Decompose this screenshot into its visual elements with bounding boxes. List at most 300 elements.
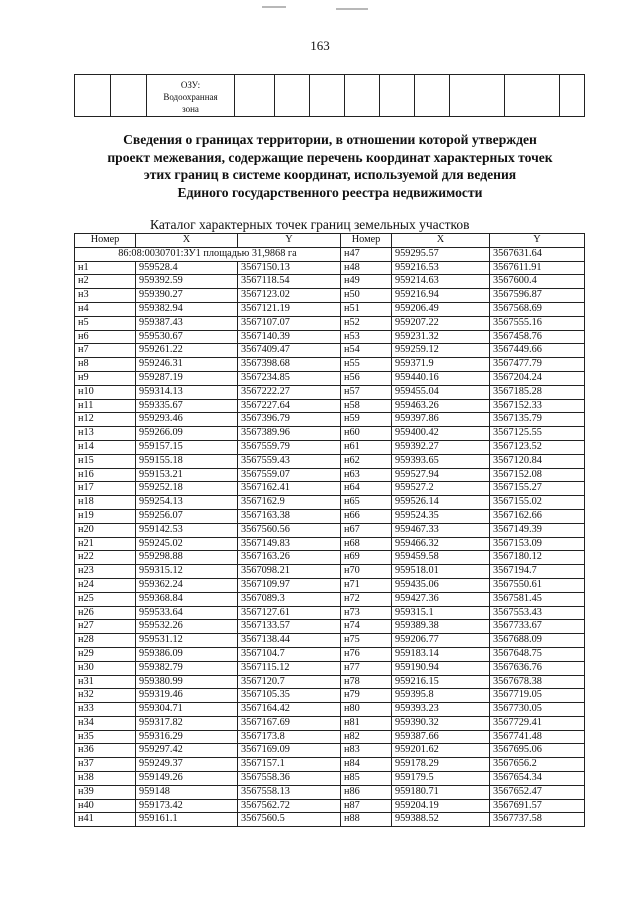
point-x: 959397.86 xyxy=(392,413,490,427)
table-row xyxy=(75,454,585,468)
header-y: Y xyxy=(490,234,585,248)
point-x: 959266.09 xyxy=(136,427,238,441)
table-row xyxy=(75,661,585,675)
point-number: н5 xyxy=(75,316,136,330)
point-y: 3567153.09 xyxy=(490,537,585,551)
point-x: 959178.29 xyxy=(392,758,490,772)
point-number: н33 xyxy=(75,703,136,717)
point-x: 959390.32 xyxy=(392,716,490,730)
point-x: 959142.53 xyxy=(136,523,238,537)
header-y: Y xyxy=(238,234,341,248)
point-x: 959216.15 xyxy=(392,675,490,689)
point-number: н38 xyxy=(75,772,136,786)
point-number: н67 xyxy=(341,523,392,537)
point-y: 3567115.12 xyxy=(238,661,341,675)
point-number: н1 xyxy=(75,261,136,275)
point-x: 959528.4 xyxy=(136,261,238,275)
point-number: н82 xyxy=(341,730,392,744)
point-number: н62 xyxy=(341,454,392,468)
point-number: н32 xyxy=(75,689,136,703)
table-row xyxy=(75,289,585,303)
point-x: 959387.66 xyxy=(392,730,490,744)
point-y: 3567558.13 xyxy=(238,785,341,799)
point-y: 3567562.72 xyxy=(238,799,341,813)
point-x: 959317.82 xyxy=(136,716,238,730)
table-row xyxy=(75,675,585,689)
point-number: н6 xyxy=(75,330,136,344)
point-number: н4 xyxy=(75,302,136,316)
point-y: 3567611.91 xyxy=(490,261,585,275)
table-row xyxy=(75,758,585,772)
point-y: 3567600.4 xyxy=(490,275,585,289)
point-x: 959155.18 xyxy=(136,454,238,468)
point-number: н3 xyxy=(75,289,136,303)
point-number: н54 xyxy=(341,344,392,358)
point-y: 3567118.54 xyxy=(238,275,341,289)
table-row xyxy=(75,703,585,717)
table-row xyxy=(75,440,585,454)
point-y: 3567648.75 xyxy=(490,647,585,661)
point-number: н56 xyxy=(341,371,392,385)
point-y: 3567560.56 xyxy=(238,523,341,537)
point-number: н35 xyxy=(75,730,136,744)
section-heading xyxy=(80,131,580,201)
point-number: н61 xyxy=(341,440,392,454)
table-row xyxy=(75,509,585,523)
point-y: 3567553.43 xyxy=(490,606,585,620)
point-number: н80 xyxy=(341,703,392,717)
point-y: 3567227.64 xyxy=(238,399,341,413)
point-y: 3567120.84 xyxy=(490,454,585,468)
point-y: 3567138.44 xyxy=(238,634,341,648)
point-y: 3567555.16 xyxy=(490,316,585,330)
point-y: 3567167.69 xyxy=(238,716,341,730)
point-y: 3567656.2 xyxy=(490,758,585,772)
point-y: 3567559.79 xyxy=(238,440,341,454)
point-y: 3567194.7 xyxy=(490,565,585,579)
point-x: 959148 xyxy=(136,785,238,799)
point-number: н87 xyxy=(341,799,392,813)
point-number: н40 xyxy=(75,799,136,813)
point-number: н37 xyxy=(75,758,136,772)
point-y: 3567135.79 xyxy=(490,413,585,427)
point-number: н29 xyxy=(75,647,136,661)
point-number: н77 xyxy=(341,661,392,675)
point-x: 959527.2 xyxy=(392,482,490,496)
point-number: н83 xyxy=(341,744,392,758)
point-x: 959389.38 xyxy=(392,620,490,634)
point-x: 959526.14 xyxy=(392,496,490,510)
point-number: н17 xyxy=(75,482,136,496)
point-x: 959254.13 xyxy=(136,496,238,510)
heading-line: Сведения о границах территории, в отношении которой утвержден xyxy=(123,132,537,147)
table-row xyxy=(75,592,585,606)
point-x: 959387.43 xyxy=(136,316,238,330)
point-y: 3567733.67 xyxy=(490,620,585,634)
point-y: 3567169.09 xyxy=(238,744,341,758)
table-row xyxy=(75,565,585,579)
point-y: 3567654.34 xyxy=(490,772,585,786)
point-x: 959427.36 xyxy=(392,592,490,606)
point-number: н21 xyxy=(75,537,136,551)
point-number: н88 xyxy=(341,813,392,827)
point-number: н20 xyxy=(75,523,136,537)
point-number: н18 xyxy=(75,496,136,510)
point-number: н8 xyxy=(75,358,136,372)
point-x: 959256.07 xyxy=(136,509,238,523)
table-row xyxy=(75,413,585,427)
point-y: 3567559.43 xyxy=(238,454,341,468)
point-y: 3567162.9 xyxy=(238,496,341,510)
point-x: 959190.94 xyxy=(392,661,490,675)
table-row xyxy=(75,620,585,634)
point-y: 3567204.24 xyxy=(490,371,585,385)
point-y: 3567149.39 xyxy=(490,523,585,537)
point-number: н75 xyxy=(341,634,392,648)
point-x: 959201.62 xyxy=(392,744,490,758)
point-y: 3567104.7 xyxy=(238,647,341,661)
point-number: н59 xyxy=(341,413,392,427)
point-y: 3567678.38 xyxy=(490,675,585,689)
point-x: 959149.26 xyxy=(136,772,238,786)
point-x: 959467.33 xyxy=(392,523,490,537)
point-number: н14 xyxy=(75,440,136,454)
point-x: 959245.02 xyxy=(136,537,238,551)
point-x: 959206.77 xyxy=(392,634,490,648)
point-y: 3567396.79 xyxy=(238,413,341,427)
point-y: 3567449.66 xyxy=(490,344,585,358)
point-y: 3567125.55 xyxy=(490,427,585,441)
point-y: 3567477.79 xyxy=(490,358,585,372)
point-number: н64 xyxy=(341,482,392,496)
zone-line: Водоохранная xyxy=(163,92,218,102)
point-y: 3567155.02 xyxy=(490,496,585,510)
point-number: н16 xyxy=(75,468,136,482)
point-x: 959179.5 xyxy=(392,772,490,786)
point-x: 959518.01 xyxy=(392,565,490,579)
zone-line: ОЗУ: xyxy=(180,80,201,90)
table-row xyxy=(75,551,585,565)
point-x: 959297.42 xyxy=(136,744,238,758)
point-x: 959252.18 xyxy=(136,482,238,496)
table-row xyxy=(75,744,585,758)
point-y: 3567109.97 xyxy=(238,578,341,592)
table-row xyxy=(75,578,585,592)
point-x: 959183.14 xyxy=(392,647,490,661)
zone-cell xyxy=(147,75,235,117)
point-y: 3567568.69 xyxy=(490,302,585,316)
table-row xyxy=(75,316,585,330)
point-x: 959314.13 xyxy=(136,385,238,399)
point-x: 959371.9 xyxy=(392,358,490,372)
header-number: Номер xyxy=(341,234,392,248)
point-y: 3567105.35 xyxy=(238,689,341,703)
point-x: 959319.46 xyxy=(136,689,238,703)
point-y: 3567157.1 xyxy=(238,758,341,772)
point-number: н52 xyxy=(341,316,392,330)
point-x: 959259.12 xyxy=(392,344,490,358)
point-x: 959206.49 xyxy=(392,302,490,316)
point-x: 959180.71 xyxy=(392,785,490,799)
point-number: н63 xyxy=(341,468,392,482)
point-number: н69 xyxy=(341,551,392,565)
table-row xyxy=(75,330,585,344)
point-x: 959440.16 xyxy=(392,371,490,385)
point-y: 3567123.02 xyxy=(238,289,341,303)
table-row xyxy=(75,689,585,703)
point-y: 3567173.8 xyxy=(238,730,341,744)
point-y: 3567089.3 xyxy=(238,592,341,606)
point-y: 3567185.28 xyxy=(490,385,585,399)
point-y: 3567558.36 xyxy=(238,772,341,786)
catalog-title: Каталог характерных точек границ земельных участков xyxy=(150,217,470,232)
point-y: 3567163.38 xyxy=(238,509,341,523)
point-number: н36 xyxy=(75,744,136,758)
point-y: 3567120.7 xyxy=(238,675,341,689)
point-number: н31 xyxy=(75,675,136,689)
zone-line: зона xyxy=(182,104,199,114)
point-y: 3567155.27 xyxy=(490,482,585,496)
point-number: н60 xyxy=(341,427,392,441)
point-x: 959532.26 xyxy=(136,620,238,634)
point-x: 959315.12 xyxy=(136,565,238,579)
point-y: 3567560.5 xyxy=(238,813,341,827)
scan-noise xyxy=(336,8,368,10)
point-y: 3567107.07 xyxy=(238,316,341,330)
point-x: 959455.04 xyxy=(392,385,490,399)
point-x: 959380.99 xyxy=(136,675,238,689)
point-x: 959393.23 xyxy=(392,703,490,717)
table-row xyxy=(75,261,585,275)
point-y: 3567729.41 xyxy=(490,716,585,730)
point-number: н30 xyxy=(75,661,136,675)
point-x: 959395.8 xyxy=(392,689,490,703)
point-x: 959393.65 xyxy=(392,454,490,468)
point-number: н15 xyxy=(75,454,136,468)
table-row xyxy=(75,647,585,661)
point-y: 3567688.09 xyxy=(490,634,585,648)
scan-noise xyxy=(262,6,286,8)
point-number: н49 xyxy=(341,275,392,289)
point-y: 3567652.47 xyxy=(490,785,585,799)
table-row xyxy=(75,385,585,399)
point-y: 3567133.57 xyxy=(238,620,341,634)
point-number: н2 xyxy=(75,275,136,289)
point-x: 959533.64 xyxy=(136,606,238,620)
point-number: н65 xyxy=(341,496,392,510)
point-x: 959298.88 xyxy=(136,551,238,565)
point-x: 959400.42 xyxy=(392,427,490,441)
point-number: н24 xyxy=(75,578,136,592)
point-number: н25 xyxy=(75,592,136,606)
point-x: 959388.52 xyxy=(392,813,490,827)
point-x: 959295.57 xyxy=(392,247,490,261)
point-x: 959207.22 xyxy=(392,316,490,330)
point-y: 3567636.76 xyxy=(490,661,585,675)
point-y: 3567222.27 xyxy=(238,385,341,399)
point-x: 959368.84 xyxy=(136,592,238,606)
point-number: н23 xyxy=(75,565,136,579)
table-row xyxy=(75,730,585,744)
point-y: 3567149.83 xyxy=(238,537,341,551)
table-row xyxy=(75,716,585,730)
point-y: 3567180.12 xyxy=(490,551,585,565)
table-row xyxy=(75,634,585,648)
point-number: н86 xyxy=(341,785,392,799)
coordinates-table xyxy=(74,233,585,827)
point-x: 959204.19 xyxy=(392,799,490,813)
point-x: 959246.31 xyxy=(136,358,238,372)
point-number: н12 xyxy=(75,413,136,427)
point-number: н27 xyxy=(75,620,136,634)
point-number: н50 xyxy=(341,289,392,303)
table-row xyxy=(75,399,585,413)
point-x: 959173.42 xyxy=(136,799,238,813)
point-number: н78 xyxy=(341,675,392,689)
point-x: 959161.1 xyxy=(136,813,238,827)
point-number: н51 xyxy=(341,302,392,316)
point-y: 3567719.05 xyxy=(490,689,585,703)
point-y: 3567162.41 xyxy=(238,482,341,496)
point-x: 959382.94 xyxy=(136,302,238,316)
point-number: н10 xyxy=(75,385,136,399)
point-number: н84 xyxy=(341,758,392,772)
point-number: н22 xyxy=(75,551,136,565)
table-row xyxy=(75,813,585,827)
table-row xyxy=(75,785,585,799)
point-y: 3567152.33 xyxy=(490,399,585,413)
table-row xyxy=(75,302,585,316)
table-row xyxy=(75,482,585,496)
point-number: н76 xyxy=(341,647,392,661)
point-x: 959531.12 xyxy=(136,634,238,648)
point-number: н19 xyxy=(75,509,136,523)
table-row xyxy=(75,468,585,482)
point-y: 3567164.42 xyxy=(238,703,341,717)
point-x: 959316.29 xyxy=(136,730,238,744)
point-number: н57 xyxy=(341,385,392,399)
point-x: 959382.79 xyxy=(136,661,238,675)
point-y: 3567398.68 xyxy=(238,358,341,372)
point-y: 3567123.52 xyxy=(490,440,585,454)
heading-line: этих границ в системе координат, используемой для ведения xyxy=(143,167,517,182)
point-y: 3567596.87 xyxy=(490,289,585,303)
point-x: 959335.67 xyxy=(136,399,238,413)
table-row xyxy=(75,358,585,372)
point-x: 959216.94 xyxy=(392,289,490,303)
point-x: 959216.53 xyxy=(392,261,490,275)
point-number: н39 xyxy=(75,785,136,799)
table-row xyxy=(75,496,585,510)
point-y: 3567581.45 xyxy=(490,592,585,606)
table-row xyxy=(75,427,585,441)
point-x: 959466.32 xyxy=(392,537,490,551)
point-y: 3567458.76 xyxy=(490,330,585,344)
point-y: 3567691.57 xyxy=(490,799,585,813)
header-row xyxy=(75,234,585,248)
point-y: 3567389.96 xyxy=(238,427,341,441)
point-x: 959524.35 xyxy=(392,509,490,523)
point-x: 959153.21 xyxy=(136,468,238,482)
point-number: н53 xyxy=(341,330,392,344)
point-number: н34 xyxy=(75,716,136,730)
point-number: н79 xyxy=(341,689,392,703)
point-y: 3567234.85 xyxy=(238,371,341,385)
point-y: 3567559.07 xyxy=(238,468,341,482)
point-x: 959304.71 xyxy=(136,703,238,717)
plot-label: 86:08:0030701:ЗУ1 площадью 31,9868 га xyxy=(75,247,341,261)
point-x: 959459.58 xyxy=(392,551,490,565)
point-number: н66 xyxy=(341,509,392,523)
point-y: 3567162.66 xyxy=(490,509,585,523)
table-row xyxy=(75,371,585,385)
point-x: 959386.09 xyxy=(136,647,238,661)
point-y: 3567152.08 xyxy=(490,468,585,482)
point-y: 3567409.47 xyxy=(238,344,341,358)
previous-table-fragment xyxy=(74,74,585,117)
point-number: н71 xyxy=(341,578,392,592)
page-number: 163 xyxy=(310,38,330,53)
point-number: н72 xyxy=(341,592,392,606)
point-number: н47 xyxy=(341,247,392,261)
point-x: 959463.26 xyxy=(392,399,490,413)
point-x: 959435.06 xyxy=(392,578,490,592)
point-number: н48 xyxy=(341,261,392,275)
point-number: н58 xyxy=(341,399,392,413)
table-row xyxy=(75,523,585,537)
table-row xyxy=(75,799,585,813)
point-x: 959293.46 xyxy=(136,413,238,427)
point-number: н28 xyxy=(75,634,136,648)
point-x: 959287.19 xyxy=(136,371,238,385)
point-x: 959392.59 xyxy=(136,275,238,289)
point-x: 959527.94 xyxy=(392,468,490,482)
table-row xyxy=(75,275,585,289)
point-y: 3567631.64 xyxy=(490,247,585,261)
point-y: 3567140.39 xyxy=(238,330,341,344)
point-number: н73 xyxy=(341,606,392,620)
point-y: 3567550.61 xyxy=(490,578,585,592)
point-y: 3567737.58 xyxy=(490,813,585,827)
point-number: н41 xyxy=(75,813,136,827)
point-x: 959231.32 xyxy=(392,330,490,344)
header-x: X xyxy=(392,234,490,248)
point-number: н74 xyxy=(341,620,392,634)
point-y: 3567163.26 xyxy=(238,551,341,565)
point-number: н70 xyxy=(341,565,392,579)
point-number: н68 xyxy=(341,537,392,551)
point-y: 3567121.19 xyxy=(238,302,341,316)
point-x: 959214.63 xyxy=(392,275,490,289)
heading-line: Единого государственного реестра недвижимости xyxy=(177,184,483,200)
point-x: 959157.15 xyxy=(136,440,238,454)
point-x: 959530.67 xyxy=(136,330,238,344)
point-x: 959362.24 xyxy=(136,578,238,592)
point-y: 3567695.06 xyxy=(490,744,585,758)
point-y: 3567127.61 xyxy=(238,606,341,620)
point-x: 959390.27 xyxy=(136,289,238,303)
point-number: н85 xyxy=(341,772,392,786)
point-number: н26 xyxy=(75,606,136,620)
point-number: н9 xyxy=(75,371,136,385)
point-y: 3567150.13 xyxy=(238,261,341,275)
header-number: Номер xyxy=(75,234,136,248)
point-x: 959315.1 xyxy=(392,606,490,620)
table-row xyxy=(75,247,585,261)
table-row xyxy=(75,344,585,358)
header-x: X xyxy=(136,234,238,248)
table-row xyxy=(75,772,585,786)
